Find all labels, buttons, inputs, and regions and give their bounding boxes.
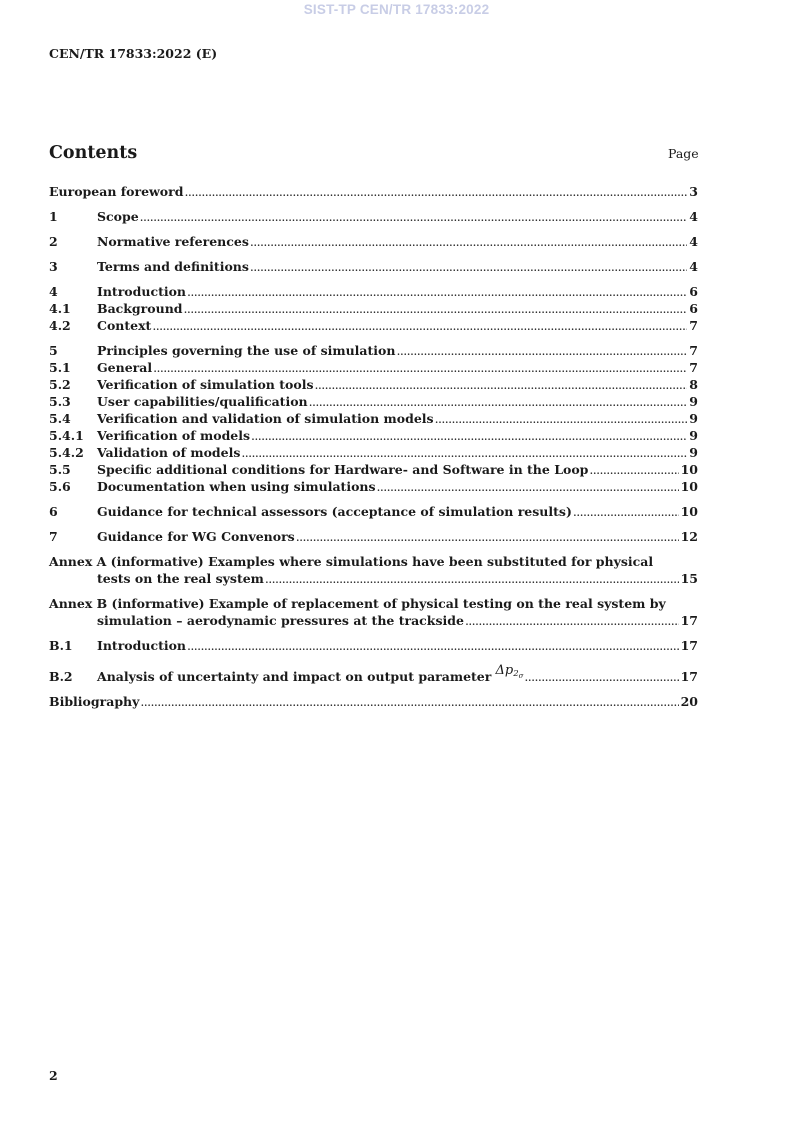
toc-title: Introduction	[97, 638, 187, 653]
toc-page: 17	[680, 638, 698, 653]
toc-number: 6	[49, 504, 58, 519]
contents-heading: Contents	[49, 143, 138, 163]
toc-entry-b2-analysis-of-uncertainty[interactable]	[49, 662, 698, 685]
toc-page: 12	[680, 529, 698, 544]
toc-entry-principles[interactable]	[49, 342, 698, 359]
toc-title: Guidance for WG Convenors	[97, 529, 295, 544]
toc-number: 4.1	[49, 301, 71, 316]
toc-number: 2	[49, 234, 58, 249]
dot-leader	[187, 283, 687, 300]
toc-entry-guidance-wg-convenors[interactable]	[49, 528, 698, 545]
math-base: Δp	[495, 663, 514, 678]
toc-title: Verification of models	[97, 428, 251, 443]
toc-number: B.2	[49, 669, 73, 684]
annex-title-line1: Annex B (informative) Example of replacement of physical testing on the real system by	[49, 596, 666, 611]
toc-title: Principles governing the use of simulation	[97, 343, 396, 358]
toc-number: 3	[49, 259, 58, 274]
toc-page: 17	[680, 669, 698, 684]
dot-leader	[152, 317, 687, 334]
annex-title-line1: Annex A (informative) Examples where simulations have been substituted for physical	[49, 554, 654, 569]
dot-leader	[250, 258, 687, 275]
dot-leader	[573, 503, 679, 520]
toc-page: 8	[689, 377, 698, 392]
dot-leader	[187, 637, 679, 654]
toc-number: 5.2	[49, 377, 71, 392]
dot-leader	[465, 612, 679, 629]
toc-title: Verification and validation of simulation models	[97, 411, 434, 426]
toc-entry-background[interactable]	[49, 300, 698, 317]
toc-number: 5.5	[49, 462, 71, 477]
toc-page: 6	[689, 301, 698, 316]
toc-title: Bibliography	[49, 694, 140, 709]
dot-leader	[184, 300, 688, 317]
toc-number: 5.1	[49, 360, 71, 375]
toc-number: 1	[49, 209, 58, 224]
toc-page: 7	[689, 318, 698, 333]
toc-number: 7	[49, 529, 58, 544]
toc-number: 5.4	[49, 411, 71, 426]
toc-entry-scope[interactable]	[49, 208, 698, 225]
toc-page: 7	[689, 360, 698, 375]
toc-title: General	[97, 360, 153, 375]
toc-page: 9	[689, 394, 698, 409]
dot-leader	[153, 359, 687, 376]
dot-leader	[250, 233, 687, 250]
toc-title: Verification of simulation tools	[97, 377, 314, 392]
toc-entry-verification-and-validation[interactable]	[49, 410, 698, 427]
toc-number: 4	[49, 284, 58, 299]
toc-entry-verification-of-models[interactable]	[49, 427, 698, 444]
toc-entry-b1-introduction[interactable]	[49, 637, 698, 654]
toc-page: 10	[680, 504, 698, 519]
dot-leader	[589, 461, 678, 478]
math-expression	[491, 662, 523, 685]
toc-title: Introduction	[97, 284, 187, 299]
table-of-contents	[49, 183, 698, 710]
toc-entry-normative-references[interactable]	[49, 233, 698, 250]
toc-number: 4.2	[49, 318, 71, 333]
toc-number: 5	[49, 343, 58, 358]
toc-page: 9	[689, 411, 698, 426]
toc-page: 10	[680, 462, 698, 477]
toc-title: Validation of models	[97, 445, 241, 460]
toc-title: Background	[97, 301, 183, 316]
toc-entry-user-capabilities[interactable]	[49, 393, 698, 410]
toc-page: 3	[689, 184, 698, 199]
toc-number: 5.3	[49, 394, 71, 409]
toc-entry-annex-b[interactable]	[49, 595, 698, 629]
page-number: 2	[49, 1068, 58, 1083]
toc-page: 7	[689, 343, 698, 358]
toc-entry-documentation[interactable]	[49, 478, 698, 495]
toc-entry-context[interactable]	[49, 317, 698, 334]
toc-entry-general[interactable]	[49, 359, 698, 376]
document-id-header: CEN/TR 17833:2022 (E)	[49, 46, 218, 61]
toc-page: 10	[680, 479, 698, 494]
dot-leader	[241, 444, 687, 461]
toc-entry-introduction[interactable]	[49, 283, 698, 300]
watermark: SIST-TP CEN/TR 17833:2022	[303, 2, 490, 17]
dot-leader	[140, 208, 688, 225]
dot-leader	[377, 478, 679, 495]
toc-entry-guidance-technical-assessors[interactable]	[49, 503, 698, 520]
toc-title: Terms and definitions	[97, 259, 249, 274]
toc-title: European foreword	[49, 184, 184, 199]
toc-page: 4	[689, 234, 698, 249]
toc-entry-terms-and-definitions[interactable]	[49, 258, 698, 275]
toc-entry-validation-of-models[interactable]	[49, 444, 698, 461]
toc-page: 15	[680, 571, 698, 586]
dot-leader	[296, 528, 679, 545]
toc-title: Context	[97, 318, 152, 333]
toc-title: Guidance for technical assessors (acceptance of simulation results)	[97, 504, 572, 519]
toc-number: 5.4.2	[49, 445, 84, 460]
math-sub-subscript: σ	[518, 672, 524, 680]
math-subscript: 2	[513, 669, 519, 679]
toc-page: 6	[689, 284, 698, 299]
toc-page: 17	[680, 613, 698, 628]
annex-title-line2: tests on the real system	[97, 571, 264, 586]
toc-title: Analysis of uncertainty and impact on output parameter	[97, 669, 492, 684]
toc-entry-european-foreword[interactable]	[49, 183, 698, 200]
page-column-label: Page	[668, 146, 699, 161]
dot-leader	[251, 427, 687, 444]
toc-title: Documentation when using simulations	[97, 479, 376, 494]
toc-entry-verification-of-simulation-tools[interactable]	[49, 376, 698, 393]
toc-page: 4	[689, 209, 698, 224]
toc-page: 9	[689, 445, 698, 460]
toc-number: 5.6	[49, 479, 71, 494]
toc-page: 9	[689, 428, 698, 443]
dot-leader	[309, 393, 688, 410]
toc-title: Scope	[97, 209, 139, 224]
toc-title: User capabilities/qualification	[97, 394, 308, 409]
toc-page: 20	[680, 694, 698, 709]
dot-leader	[435, 410, 688, 427]
toc-entry-annex-a[interactable]	[49, 553, 698, 587]
dot-leader	[396, 342, 687, 359]
toc-title: Normative references	[97, 234, 249, 249]
dot-leader	[140, 693, 678, 710]
toc-entry-hardware-software-loop[interactable]	[49, 461, 698, 478]
dot-leader	[265, 570, 679, 587]
dot-leader	[184, 183, 687, 200]
toc-number: B.1	[49, 638, 73, 653]
dot-leader	[524, 668, 678, 685]
annex-title-line2: simulation – aerodynamic pressures at the trackside	[97, 613, 464, 628]
toc-title: Specific additional conditions for Hardware- and Software in the Loop	[97, 462, 589, 477]
toc-page: 4	[689, 259, 698, 274]
toc-entry-bibliography[interactable]	[49, 693, 698, 710]
toc-number: 5.4.1	[49, 428, 84, 443]
dot-leader	[315, 376, 688, 393]
